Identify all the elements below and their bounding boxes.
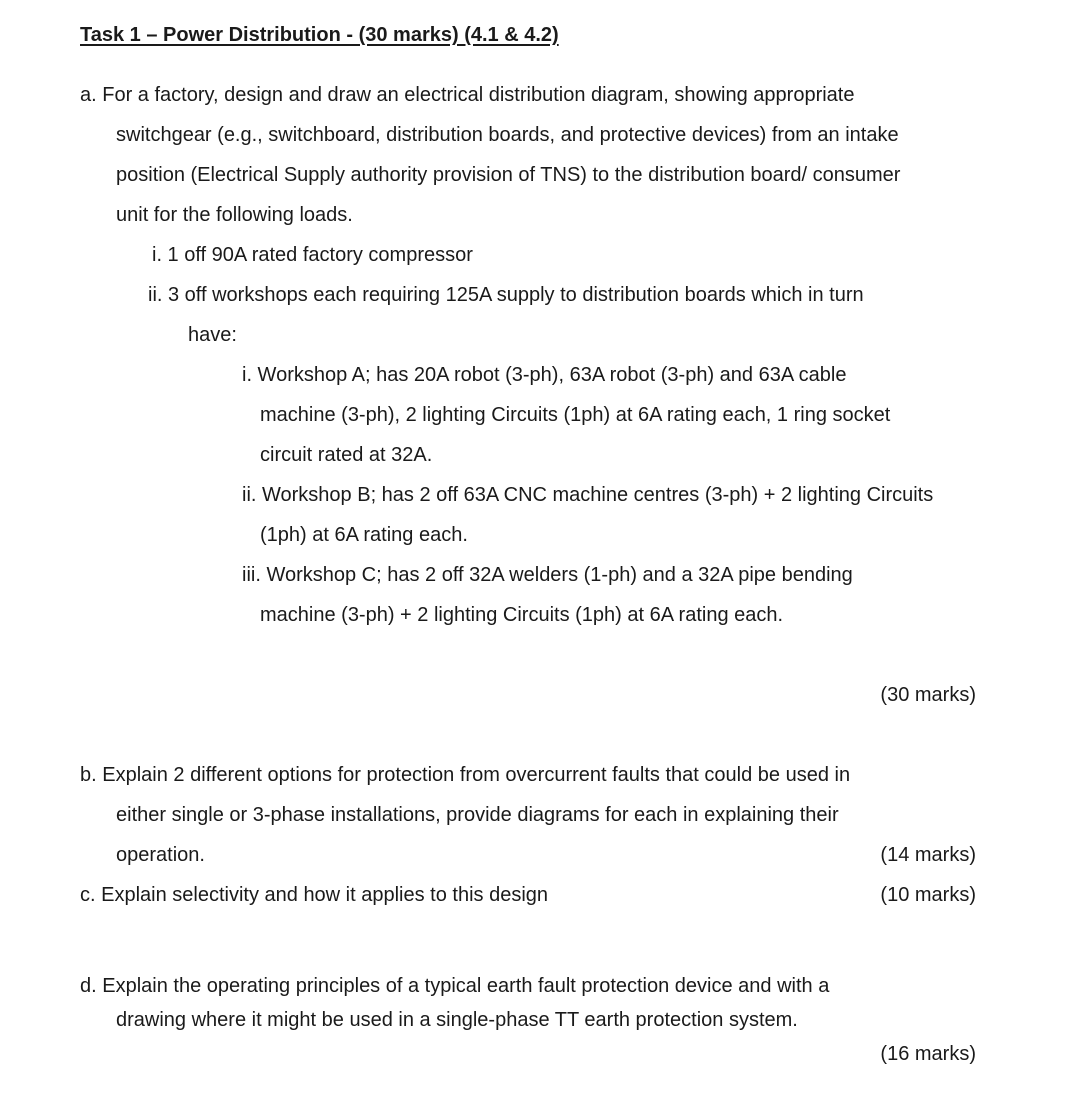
load-item-ii-line-2: have: [188,324,237,346]
part-c-line: c. Explain selectivity and how it applies to this design [80,884,549,906]
workshop-c-line-2: machine (3-ph) + 2 lighting Circuits (1ph) at 6A rating each. [260,604,784,626]
part-b-line-1: b. Explain 2 different options for protection from overcurrent faults that could be used in [80,764,851,786]
part-a-line-1: a. For a factory, design and draw an electrical distribution diagram, showing appropriate [80,84,855,106]
load-item-ii-line-1: ii. 3 off workshops each requiring 125A supply to distribution boards which in turn [148,284,864,306]
task-title: Task 1 – Power Distribution - (30 marks) (4.1 & 4.2) [80,24,559,46]
part-b-line-3: operation. [116,844,205,866]
part-d-line-1: d. Explain the operating principles of a typical earth fault protection device and with a [80,975,830,997]
workshop-b-line-1: ii. Workshop B; has 2 off 63A CNC machine centres (3-ph) + 2 lighting Circuits [242,484,934,506]
workshop-b-line-2: (1ph) at 6A rating each. [260,524,468,546]
part-b-marks: (14 marks) [880,844,976,866]
part-a-marks: (30 marks) [880,684,976,706]
part-a-line-2: switchgear (e.g., switchboard, distribution boards, and protective devices) from an intake [116,124,899,146]
workshop-a-line-3: circuit rated at 32A. [260,444,433,466]
load-item-i: i. 1 off 90A rated factory compressor [152,244,473,266]
part-a-line-3: position (Electrical Supply authority provision of TNS) to the distribution board/ consumer [116,164,901,186]
workshop-a-line-1: i. Workshop A; has 20A robot (3-ph), 63A robot (3-ph) and 63A cable [242,364,847,386]
part-b-line-2: either single or 3-phase installations, provide diagrams for each in explaining their [116,804,839,826]
workshop-c-line-1: iii. Workshop C; has 2 off 32A welders (1-ph) and a 32A pipe bending [242,564,853,586]
part-a-line-4: unit for the following loads. [116,204,353,226]
part-d-line-2: drawing where it might be used in a single-phase TT earth protection system. [116,1009,798,1031]
part-d-marks: (16 marks) [880,1043,976,1065]
part-c-marks: (10 marks) [880,884,976,906]
workshop-a-line-2: machine (3-ph), 2 lighting Circuits (1ph) at 6A rating each, 1 ring socket [260,404,891,426]
